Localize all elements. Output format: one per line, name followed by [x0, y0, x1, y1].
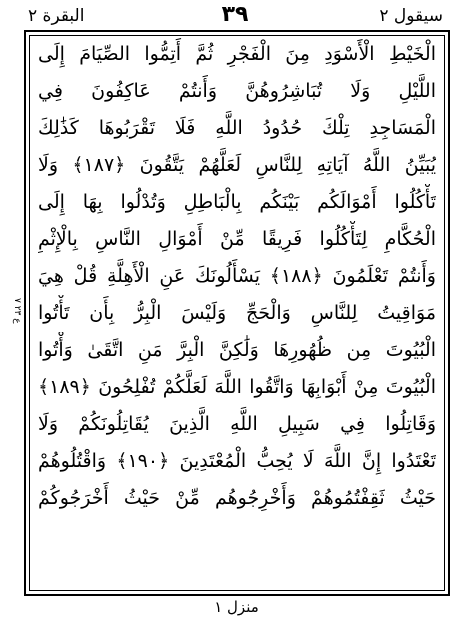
text-line: وَقَاتِلُوا فِي سَبِيلِ اللَّهِ الَّذِينَ يُقَاتِلُونَكُمْ وَلَا — [38, 413, 436, 435]
quran-text-block — [38, 36, 436, 554]
text-line: وَأَنتُمْ تَعْلَمُونَ ﴿١٨٨﴾ يَسْأَلُونَكَ عَنِ الْأَهِلَّةِ قُلْ هِيَ — [38, 265, 436, 287]
text-line: يُبَيِّنُ اللَّهُ آيَاتِهِ لِلنَّاسِ لَعَلَّهُمْ يَتَّقُونَ ﴿١٨٧﴾ وَلَا — [38, 154, 436, 176]
text-line: الْبُيُوتَ مِنْ أَبْوَابِهَا وَاتَّقُوا اللَّهَ لَعَلَّكُمْ تُفْلِحُونَ ﴿١٨٩﴾ — [38, 376, 436, 398]
text-line: الْحُكَّامِ لِتَأْكُلُوا فَرِيقًا مِّنْ أَمْوَالِ النَّاسِ بِالْإِثْمِ — [38, 228, 436, 250]
page-header — [0, 0, 473, 34]
ruku-marker: ع ٢٣ ٧ — [12, 298, 22, 324]
surah-name: البقرة ٢ — [28, 6, 85, 26]
text-line: اللَّيْلِ وَلَا تُبَاشِرُوهُنَّ وَأَنتُمْ عَاكِفُونَ فِي — [38, 80, 436, 102]
text-line — [38, 517, 436, 554]
text-line: تَعْتَدُوا إِنَّ اللَّهَ لَا يُحِبُّ الْمُعْتَدِينَ ﴿١٩٠﴾ وَاقْتُلُوهُمْ — [38, 450, 436, 472]
text-line: مَوَاقِيتُ لِلنَّاسِ وَالْحَجِّ وَلَيْسَ الْبِرُّ بِأَن تَأْتُوا — [38, 302, 436, 324]
para-name: سيقول ٢ — [379, 6, 443, 26]
text-line: الْمَسَاجِدِ تِلْكَ حُدُودُ اللَّهِ فَلَا تَقْرَبُوهَا كَذَٰلِكَ — [38, 117, 436, 139]
page-number: ٣٩ — [221, 2, 249, 27]
text-line: حَيْثُ ثَقِفْتُمُوهُمْ وَأَخْرِجُوهُم مِّنْ حَيْثُ أَخْرَجُوكُمْ — [38, 487, 436, 509]
manzil-label: منزل ١ — [214, 598, 259, 616]
text-line: الْخَيْطِ الْأَسْوَدِ مِنَ الْفَجْرِ ثُمَّ أَتِمُّوا الصِّيَامَ إِلَى — [38, 43, 436, 65]
text-line: الْبُيُوتَ مِن ظُهُورِهَا وَلَٰكِنَّ الْبِرَّ مَنِ اتَّقَىٰ وَأْتُوا — [38, 339, 436, 361]
text-line: تَأْكُلُوا أَمْوَالَكُم بَيْنَكُم بِالْبَاطِلِ وَتُدْلُوا بِهَا إِلَى — [38, 191, 436, 213]
